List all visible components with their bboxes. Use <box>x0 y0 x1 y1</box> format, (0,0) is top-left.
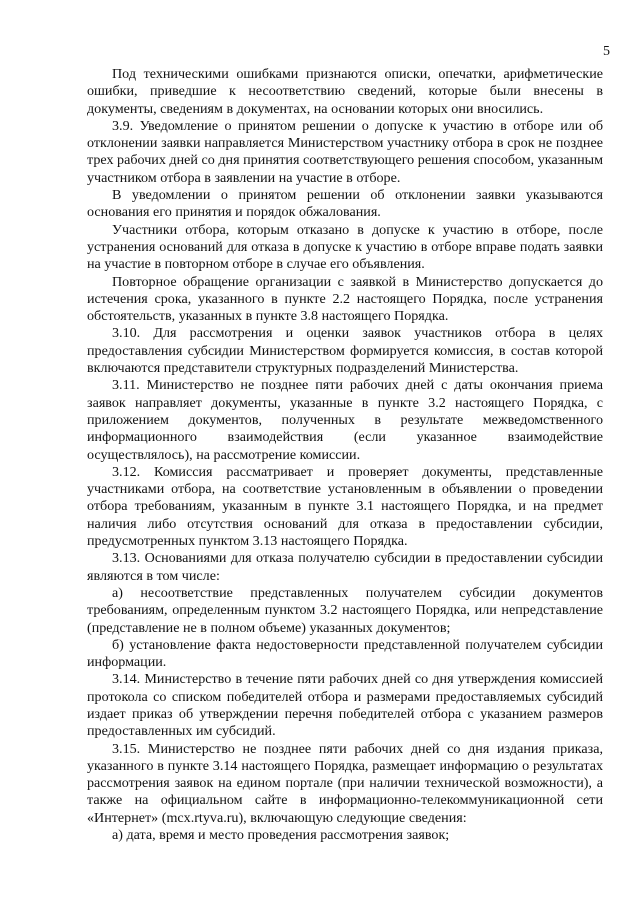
page-number: 5 <box>603 44 610 59</box>
paragraph-3-13-b: б) установление факта недостоверности представленной получателем субсидии информации. <box>87 636 603 671</box>
paragraph-repeat-application: Повторное обращение организации с заявкой в Министерство допускается до истечения срока, указанного в пункте 2.2 настоящего Порядка, после устранения обстоятельств, указанных в пункте 3.8 настоящего Порядка. <box>87 273 603 325</box>
document-body <box>87 66 603 844</box>
paragraph-technical-errors: Под техническими ошибками признаются описки, опечатки, арифметические ошибки, приведшие к несоответствию сведений, которые были внесены в документы, сведениям в документах, на основании которых они вносились. <box>87 66 603 117</box>
paragraph-3-13-a: а) несоответствие представленных получателем субсидии документов требованиям, определенным пунктом 3.2 настоящего Порядка, или непредставление (представление не в полном объеме) указанных документов; <box>87 584 603 636</box>
paragraph-3-13: 3.13. Основаниями для отказа получателю субсидии в предоставлении субсидии являются в том числе: <box>87 550 603 584</box>
paragraph-3-15-a: а) дата, время и место проведения рассмотрения заявок; <box>112 827 450 844</box>
paragraph-repeat-selection: Участники отбора, которым отказано в допуске к участию в отборе, после устранения оснований для отказа в допуске к участию в отборе вправе подать заявки на участие в повторном отборе в случае его объявления. <box>87 221 603 273</box>
paragraph-3-10: 3.10. Для рассмотрения и оценки заявок участников отбора в целях предоставления субсидии Министерством формируется комиссия, в состав которой включаются представители структурных подразделений Министерства. <box>87 325 603 377</box>
paragraph-3-9: 3.9. Уведомление о принятом решении о допуске к участию в отборе или об отклонении заявки направляется Министерством участнику отбора в срок не позднее трех рабочих дней со дня принятия соответствующего решения способом, указанным участником отбора в заявлении на участие в отборе. <box>87 117 603 186</box>
paragraph-3-15: 3.15. Министерство не позднее пяти рабочих дней со дня издания приказа, указанного в пункте 3.14 настоящего Порядка, размещает информацию о результатах рассмотрения заявок на едином портале (при наличии технической возможности), а также на официальном сайте в информационно-телекоммуникационной сети «Интернет» (mcx.rtyva.ru), включающую следующие сведения: <box>87 740 603 826</box>
paragraph-3-12: 3.12. Комиссия рассматривает и проверяет документы, представленные участниками отбора, на соответствие установленным в объявлении о проведении отбора требованиям, указанным в пункте 3.1 настоящего Порядка, и на предмет наличия либо отсутствия оснований для отказа в предоставлении субсидии, предусмотренных пунктом 3.13 настоящего Порядка. <box>87 463 603 550</box>
paragraph-rejection-notice: В уведомлении о принятом решении об отклонении заявки указываются основания его принятия и порядок обжалования. <box>87 187 603 221</box>
paragraph-3-11: 3.11. Министерство не позднее пяти рабочих дней с даты окончания приема заявок направляет документы, указанные в пункте 3.2 настоящего Порядка, с приложением документов, полученных в результате межведомственного информационного взаимодействия (если указанное взаимодействие осуществлялось), на рассмотрение комиссии. <box>87 377 603 463</box>
paragraph-3-14: 3.14. Министерство в течение пяти рабочих дней со дня утверждения комиссией протокола со списком победителей отбора и размерами предоставляемых субсидий издает приказ об утверждении перечня победителей отбора с указанием размеров предоставленных им субсидий. <box>87 671 603 740</box>
